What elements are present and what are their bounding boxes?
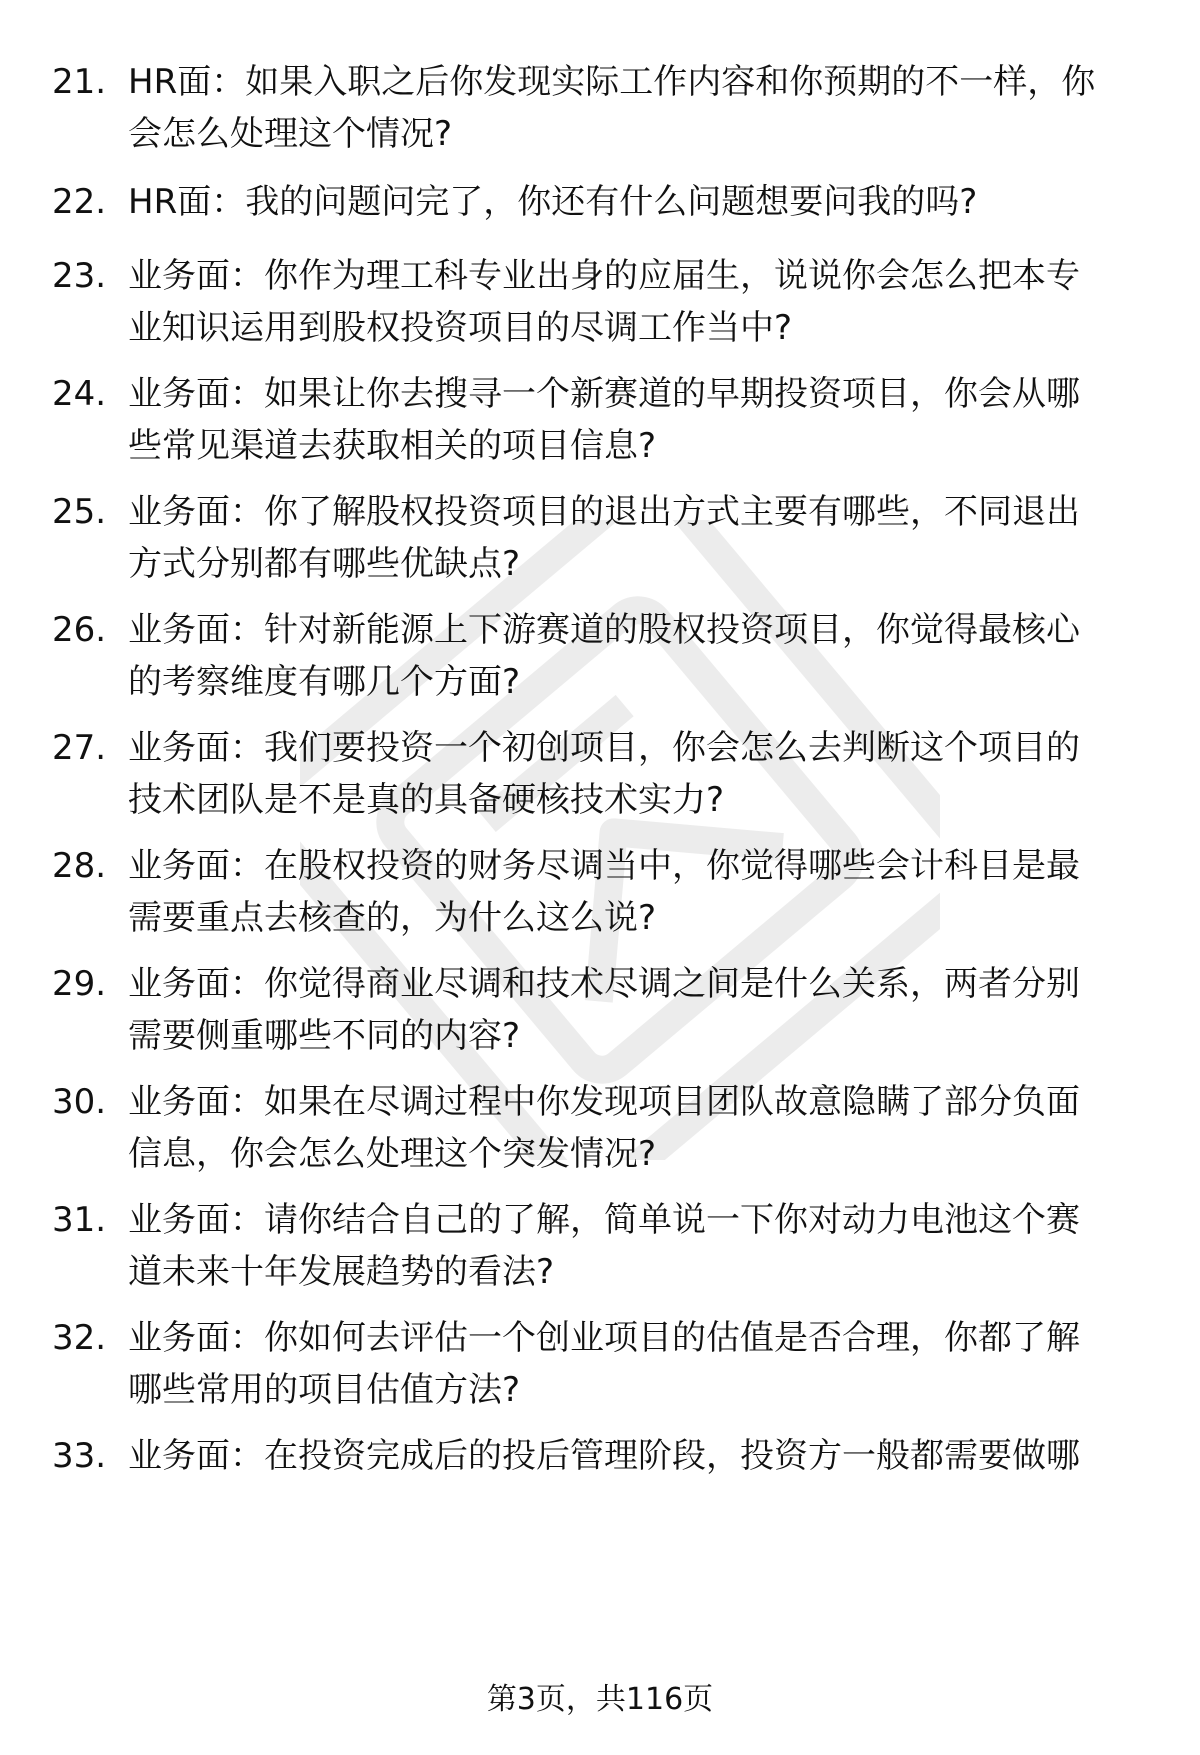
question-text-line: 需要侧重哪些不同的内容?	[128, 1016, 521, 1056]
question-text-line: 道未来十年发展趋势的看法?	[128, 1252, 555, 1292]
question-number: 22.	[52, 182, 107, 222]
question-number: 25.	[52, 492, 107, 532]
question-number: 32.	[52, 1318, 107, 1358]
question-text-line: 业务面：请你结合自己的了解，简单说一下你对动力电池这个赛	[128, 1200, 1080, 1240]
question-number: 31.	[52, 1200, 107, 1240]
question-text	[128, 958, 1160, 1062]
question-text-line: 业务面：针对新能源上下游赛道的股权投资项目，你觉得最核心	[128, 610, 1080, 650]
question-text	[128, 604, 1160, 708]
question-text-line: HR面：我的问题问完了，你还有什么问题想要问我的吗?	[128, 182, 978, 222]
question-text-line: 业知识运用到股权投资项目的尽调工作当中?	[128, 308, 793, 348]
question-text-line: 业务面：你觉得商业尽调和技术尽调之间是什么关系，两者分别	[128, 964, 1080, 1004]
question-text	[128, 840, 1160, 944]
question-text-line: 需要重点去核查的，为什么这么说?	[128, 898, 657, 938]
question-number: 33.	[52, 1436, 107, 1476]
page-footer: 第3页，共116页	[486, 1682, 714, 1717]
question-text-line: 方式分别都有哪些优缺点?	[128, 544, 521, 584]
question-text-line: 业务面：如果在尽调过程中你发现项目团队故意隐瞒了部分负面	[128, 1082, 1080, 1122]
question-text	[128, 250, 1160, 354]
question-number: 30.	[52, 1082, 107, 1122]
question-text	[128, 368, 1160, 472]
question-text	[128, 1430, 1160, 1482]
question-number: 26.	[52, 610, 107, 650]
question-text-line: 的考察维度有哪几个方面?	[128, 662, 521, 702]
question-text-line: 业务面：在股权投资的财务尽调当中，你觉得哪些会计科目是最	[128, 846, 1080, 886]
question-text	[128, 176, 1160, 228]
question-text	[128, 1312, 1160, 1416]
question-number: 29.	[52, 964, 107, 1004]
question-text	[128, 722, 1160, 826]
question-text-line: 业务面：你了解股权投资项目的退出方式主要有哪些，不同退出	[128, 492, 1080, 532]
question-text-line: 会怎么处理这个情况?	[128, 114, 453, 154]
question-text	[128, 1076, 1160, 1180]
question-text-line: 哪些常用的项目估值方法?	[128, 1370, 521, 1410]
question-text-line: 业务面：我们要投资一个初创项目，你会怎么去判断这个项目的	[128, 728, 1080, 768]
question-text	[128, 56, 1160, 160]
question-text-line: 业务面：在投资完成后的投后管理阶段，投资方一般都需要做哪	[128, 1436, 1080, 1476]
question-text-line: 些常见渠道去获取相关的项目信息?	[128, 426, 657, 466]
question-text	[128, 1194, 1160, 1298]
question-number: 24.	[52, 374, 107, 414]
question-text-line: HR面：如果入职之后你发现实际工作内容和你预期的不一样，你	[128, 62, 1096, 102]
question-number: 23.	[52, 256, 107, 296]
question-text-line: 业务面：如果让你去搜寻一个新赛道的早期投资项目，你会从哪	[128, 374, 1080, 414]
question-number: 21.	[52, 62, 107, 102]
question-number: 27.	[52, 728, 107, 768]
question-text-line: 业务面：你如何去评估一个创业项目的估值是否合理，你都了解	[128, 1318, 1080, 1358]
question-number: 28.	[52, 846, 107, 886]
question-text	[128, 486, 1160, 590]
question-text-line: 信息，你会怎么处理这个突发情况?	[128, 1134, 657, 1174]
question-text-line: 业务面：你作为理工科专业出身的应届生，说说你会怎么把本专	[128, 256, 1080, 296]
question-text-line: 技术团队是不是真的具备硬核技术实力?	[128, 780, 725, 820]
